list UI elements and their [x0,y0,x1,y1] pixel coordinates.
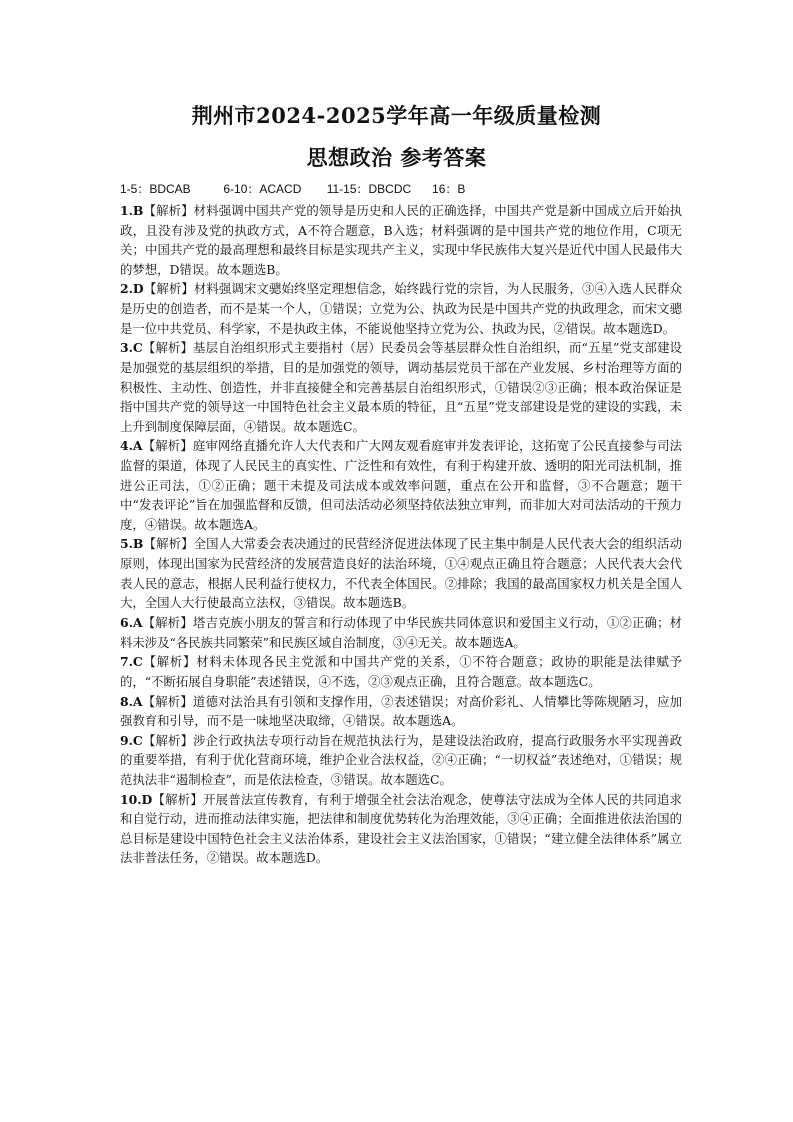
answer-number: 10.D [120,791,153,807]
page-title: 荆州市2024-2025学年高一年级质量检测 [191,103,602,128]
answer-key-11-15: 11-15：DBCDC [326,182,412,196]
answer-text: 【解析】全国人大常委会表决通过的民营经济促进法体现了民主集中制是人民代表大会的组织活动原则，体现出国家为民营经济的发展营造良好的法治环境，①④观点正确且符合题意；人民代表大会代表人民的意志，根据人民利益行使权力，不代表全体国民。②排除；我国的最高国家权力机关是全国人大，全国人大行使最高立法权，③错误。故本题选B。 [120,536,682,611]
answer-text: 【解析】塔吉克族小朋友的誓言和行动体现了中华民族共同体意识和爱国主义行动，①②正确；材料未涉及“各民族共同繁荣”和民族区域自治制度，③④无关。故本题选A。 [120,614,682,650]
answer-item-7 [120,652,682,691]
answer-item-9 [120,731,682,790]
answer-text: 【解析】涉企行政执法专项行动旨在规范执法行为，是建设法治政府，提高行政服务水平实现善政的重要举措，有利于优化营商环境，维护企业合法权益，②④正确；“一切权益”表述绝对，①错误；规范执法非“遏制检查”，而是依法检查，③错误。故本题选C。 [120,732,682,787]
answer-number: 9.C [120,732,143,748]
answer-number: 1.B [120,203,144,218]
answer-item-2 [120,279,682,338]
answer-text: 【解析】开展普法宣传教育，有利于增强全社会法治观念，使尊法守法成为全体人民的共同追求和自觉行动，进而推动法律实施，把法律和制度优势转化为治理效能，③④正确；全面推进依法治国的总目标是建设中国特色社会主义法治体系，建设社会主义法治国家，①错误；“建立健全法律体系”属立法非普法任务，②错误。故本题选D。 [120,791,682,866]
answer-number: 6.A [120,614,143,630]
answer-number: 2.D [120,281,144,297]
answer-item-1 [120,201,682,279]
answer-item-5 [120,534,682,612]
answer-item-4 [120,436,682,534]
answer-item-3 [120,338,682,436]
answer-number: 3.C [120,340,143,356]
answer-text: 【解析】材料未体现各民主党派和中国共产党的关系，①不符合题意；政协的职能是法律赋予的，“不断拓展自身职能”表述错误，④不选，②③观点正确，且符合题意。故本题选C。 [120,654,682,689]
answer-number: 7.C [120,654,143,670]
answer-text: 【解析】基层自治组织形式主要指村（居）民委员会等基层群众性自治组织，而“五星”党支部建设是加强党的基层组织的举措，目的是加强党的领导，调动基层党员干部在产业发展、乡村治理等方面的积极性、主动性、创造性，并非直接健全和完善基层自治组织形式，①错误②③正确；根本政治保证是指中国共产党的领导这一中国特色社会主义最本质的特征，且“五星”党支部建设是党的建设的实践，未上升到制度保障层面，④错误。故本题选C。 [120,340,682,434]
answer-number: 5.B [120,536,144,552]
answer-item-10 [120,790,682,868]
answer-item-8 [120,692,682,731]
answer-number: 4.A [120,438,143,454]
answer-number: 8.A [120,693,143,709]
answer-key-row [120,180,680,197]
answer-text: 【解析】道德对法治具有引领和支撑作用，②表述错误；对高价彩礼、人情攀比等陈规陋习，应加强教育和引导，而不是一味地坚决取缔，④错误。故本题选A。 [120,693,682,729]
answer-item-6 [120,613,682,652]
answer-key-16: 16：B [432,182,466,196]
answer-text: 【解析】庭审网络直播允许人大代表和广大网友观看庭审并发表评论，这拓宽了公民直接参与司法监督的渠道，体现了人民民主的真实性、广泛性和有效性，有利于构建开放、透明的阳光司法机制，推进公正司法，①②正确；题干未提及司法成本或效率问题，重点在公开和监督，③不合题意；题干中“发表评论”旨在加强监督和反馈，但司法活动必须坚持依法独立审判，而非加大对司法活动的干预力度，④错误。故本题选A。 [120,438,682,532]
page-subtitle: 思想政治 参考答案 [306,145,487,170]
answer-explanations [120,201,682,868]
answer-text: 【解析】材料强调中国共产党的领导是历史和人民的正确选择，中国共产党是新中国成立后开始执政，且没有涉及党的执政方式，A不符合题意，B入选；材料强调的是中国共产党的地位作用，C项无关；中国共产党的最高理想和最终目标是实现共产主义，实现中华民族伟大复兴是近代中国人民最伟大的梦想，D错误。故本题选B。 [120,203,682,277]
answer-key-6-10: 6-10：ACACD [223,182,302,196]
answer-key-1-5: 1-5：BDCAB [120,182,191,196]
answer-text: 【解析】材料强调宋文骢始终坚定理想信念，始终践行党的宗旨，为人民服务，③④入选人民群众是历史的创造者，而不是某一个人，①错误；立党为公、执政为民是中国共产党的执政理念，而宋文骢是一位中共党员、科学家，不是执政主体，不能说他坚持立党为公、执政为民，②错误。故本题选D。 [120,281,682,336]
